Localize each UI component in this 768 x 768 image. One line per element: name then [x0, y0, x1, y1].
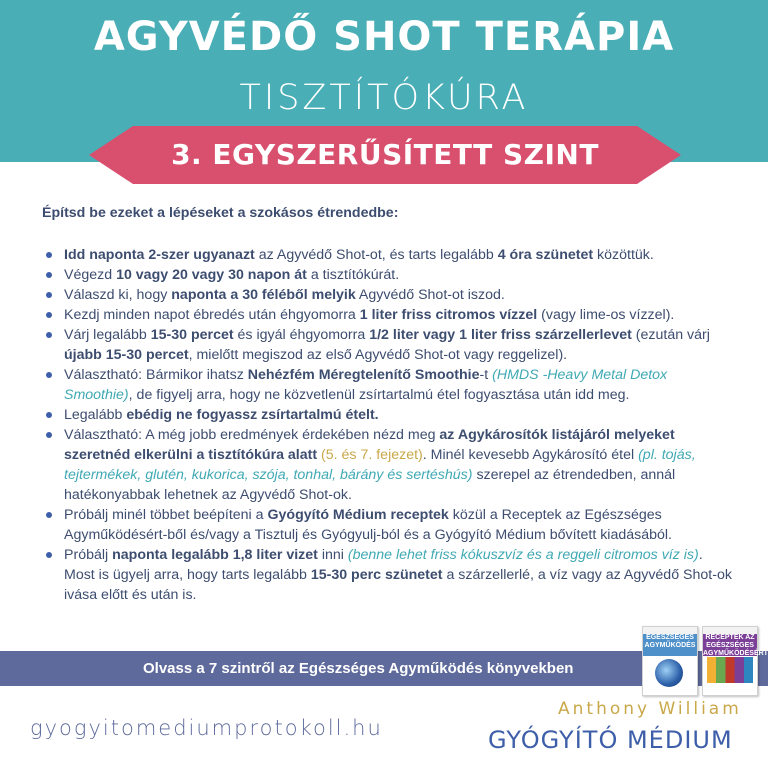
list-item: Választható: Bármikor ihatsz Nehézfém Méregtelenítő Smoothie-t (HMDS -Heavy Metal Detox Smoothie), de figyelj arra, hogy ne közvetlenül zsírtartalmú étel fogyasztása után idd meg.	[64, 365, 732, 405]
list-item: Végezd 10 vagy 20 vagy 30 napon át a tisztítókúrát.	[64, 265, 732, 285]
list-item: Várj legalább 15-30 percet és igyál éhgyomorra 1/2 liter vagy 1 liter friss szárzellerlevet (ezután várj újabb 15-30 percet, mielőtt megiszod az első Agyvédő Shot-ot vagy reggelizel).	[64, 325, 732, 365]
book-cover-recipes[interactable]	[702, 626, 768, 696]
book-title: EGÉSZSÉGES AGYMŰKÖDÉS	[643, 634, 697, 656]
page-title: AGYVÉDŐ SHOT TERÁPIA	[93, 14, 675, 60]
list-item: Próbálj naponta legalább 1,8 liter vizet inni (benne lehet friss kókuszvíz és a reggeli citromos víz is). Most is ügyelj arra, hogy tarts legalább 15-30 perc szünetet a szárzellerlé, a víz vagy az Agyvédő Shot-ok ivása előtt és után is.	[64, 547, 732, 603]
list-item: Kezdj minden napot ébredés után éhgyomorra 1 liter friss citromos vízzel (vagy lime-os vízzel).	[64, 305, 732, 325]
list-item: Idd naponta 2-szer ugyanazt az Agyvédő Shot-ot, és tarts legalább 4 óra szünetet közöttük.	[64, 245, 732, 265]
author-name: Anthony William	[558, 699, 742, 719]
banner-text: Olvass a 7 szintről az Egészséges Agyműködés könyvekben	[143, 660, 574, 677]
steps-list	[42, 245, 732, 605]
food-image-icon	[707, 657, 753, 683]
intro-text: Építsd be ezeket a lépéseket a szokásos étrendedbe:	[42, 205, 399, 221]
book-title: RECEPTEK AZ EGÉSZSÉGES AGYMŰKÖDÉSÉRT	[703, 634, 768, 657]
website-link[interactable]: gyogyitomediumprotokoll.hu	[30, 716, 383, 740]
instructions	[42, 203, 732, 605]
brand-name: GYÓGYÍTÓ MÉDIUM	[488, 726, 733, 754]
list-item: Választható: A még jobb eredmények érdekében nézd meg az Agykárosítók listájáról melyeket szeretnéd elkerülni a tisztítókúra alatt (5. és 7. fejezet). Minél kevesebb Agykárosító étel (pl. tojás, tejtermékek, glutén, kukorica, szója, tonhal, bárány és sertéshús) szerepel az étrendedben, annál hatékonyabbak lehetnek az Agyvédő Shot-ok.	[64, 425, 732, 505]
list-item: Próbálj minél többet beépíteni a Gyógyító Médium receptek közül a Receptek az Egészséges Agyműködésért-ből és/vagy a Tisztulj és Gyógyulj-ból és a Gyógyító Médium bővített kiadásából.	[64, 505, 732, 545]
level-label: 3. EGYSZERŰSÍTETT SZINT	[171, 138, 599, 171]
list-item: Válaszd ki, hogy naponta a 30 féléből melyik Agyvédő Shot-ot iszod.	[64, 285, 732, 305]
page-subtitle: TISZTÍTÓKÚRA	[239, 78, 529, 118]
brain-image-icon	[655, 659, 683, 687]
book-cover-brain-health[interactable]	[642, 626, 698, 696]
level-ribbon	[89, 126, 681, 184]
list-item: Legalább ebédig ne fogyassz zsírtartalmú ételt.	[64, 405, 732, 425]
book-header	[703, 627, 757, 634]
book-header	[643, 627, 697, 634]
